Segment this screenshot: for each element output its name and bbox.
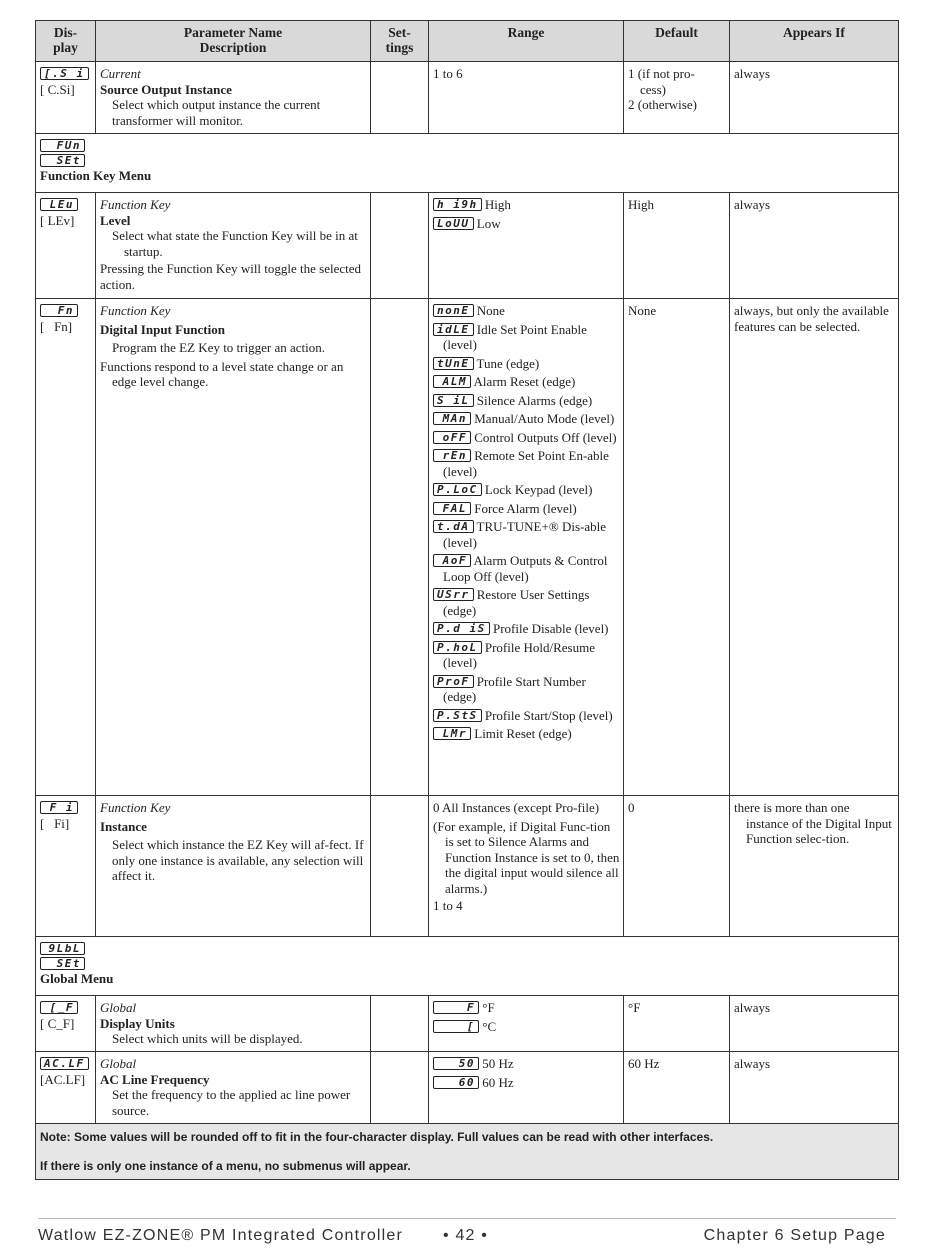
range-option-label: Tune (edge) xyxy=(476,355,540,371)
range-cell xyxy=(429,1052,624,1124)
table-row xyxy=(36,796,899,937)
default-cell xyxy=(624,193,730,299)
range-option-label: None xyxy=(476,303,505,318)
parameter-description: Select which instance the EZ Key will af-fect. If only one instance is available, any selection will affect it. xyxy=(112,837,364,883)
parameter-description: Program the EZ Key to trigger an action. xyxy=(112,340,325,355)
parameter-category: Global xyxy=(100,1056,137,1071)
header-parameter: Parameter Name Description xyxy=(96,21,371,62)
lcd-display: MAn xyxy=(433,412,471,425)
parameter-name: Level xyxy=(100,212,131,228)
parameter-description-2: Pressing the Function Key will toggle the selected action. xyxy=(100,261,362,292)
lcd-display: rEn xyxy=(433,449,471,462)
range-cell xyxy=(429,996,624,1052)
default-text: High xyxy=(628,197,654,212)
parameter-name: Source Output Instance xyxy=(100,81,232,97)
table-row xyxy=(36,299,899,796)
appears-if-text: always xyxy=(734,1000,771,1015)
range-option xyxy=(433,430,620,446)
range-option-label: Lock Keypad (level) xyxy=(484,482,593,497)
parameter-cell xyxy=(96,996,371,1052)
range-option-label: Alarm Reset (edge) xyxy=(473,374,576,389)
parameter-cell xyxy=(96,193,371,299)
lcd-display: S iL xyxy=(433,394,474,407)
range-option xyxy=(433,448,620,479)
display-code: [ Fn] xyxy=(40,318,73,334)
menu-title: Function Key Menu xyxy=(40,168,152,183)
lcd-display: AC.LF xyxy=(40,1057,89,1070)
display-cell xyxy=(36,62,96,134)
range-option: h i9h High xyxy=(433,197,620,213)
display-cell xyxy=(36,796,96,937)
range-option-label: Alarm Outputs & Control Loop Off (level) xyxy=(443,553,608,584)
lcd-display: LMr xyxy=(433,727,471,740)
lcd-display: P.d iS xyxy=(433,622,490,635)
lcd-display: AoF xyxy=(433,554,471,567)
lcd-display: h i9h xyxy=(433,198,482,211)
range-text: 0 All Instances (except Pro-file) xyxy=(433,800,600,815)
range-option-label: Manual/Auto Mode (level) xyxy=(474,411,615,426)
table-header-row xyxy=(36,21,899,62)
parameter-name: Digital Input Function xyxy=(100,321,225,337)
range-option xyxy=(433,640,620,671)
appears-if-cell xyxy=(730,193,899,299)
range-option-label: Profile Start/Stop (level) xyxy=(484,707,613,723)
range-option xyxy=(433,553,620,584)
default-text: 60 Hz xyxy=(628,1056,660,1071)
range-option xyxy=(433,674,620,705)
parameter-category: Function Key xyxy=(100,197,171,212)
lcd-display: SEt xyxy=(40,957,85,970)
lcd-display: FAL xyxy=(433,502,471,515)
table-row xyxy=(36,1052,899,1124)
lcd-display: ProF xyxy=(433,675,474,688)
lcd-display: P.StS xyxy=(433,709,482,722)
range-option-label: Profile Disable (level) xyxy=(493,621,609,636)
default-text-2: 2 (otherwise) xyxy=(628,97,697,112)
settings-cell xyxy=(371,299,429,796)
range-option xyxy=(433,322,620,353)
table-row xyxy=(36,996,899,1052)
settings-cell xyxy=(371,796,429,937)
display-cell xyxy=(36,1052,96,1124)
default-cell xyxy=(624,1052,730,1124)
table-row xyxy=(36,62,899,134)
appears-if-cell xyxy=(730,996,899,1052)
header-settings: Set- tings xyxy=(371,21,429,62)
range-option: 60 60 Hz xyxy=(433,1075,620,1091)
appears-if-cell xyxy=(730,62,899,134)
range-option: F °F xyxy=(433,1000,620,1016)
parameter-description: Select what state the Function Key will be in at startup. xyxy=(112,228,358,259)
table-row xyxy=(36,193,899,299)
appears-if-text: always xyxy=(734,66,771,81)
display-cell xyxy=(36,193,96,299)
default-cell xyxy=(624,796,730,937)
lcd-display: 9LbL xyxy=(40,942,85,955)
default-cell xyxy=(624,996,730,1052)
range-cell xyxy=(429,796,624,937)
parameter-description: Set the frequency to the applied ac line power source. xyxy=(112,1087,351,1118)
range-option xyxy=(433,374,620,390)
appears-if-text: always, but only the available features can be selected. xyxy=(734,303,889,334)
lcd-display: P.hoL xyxy=(433,641,482,654)
header-default: Default xyxy=(624,21,730,62)
range-option: 50 50 Hz xyxy=(433,1056,620,1072)
display-code: [ Fi] xyxy=(40,815,70,831)
parameter-category: Current xyxy=(100,66,141,81)
note-text-2: If there is only one instance of a menu, no submenus will appear. xyxy=(40,1159,411,1173)
note-cell xyxy=(36,1124,899,1180)
menu-title: Global Menu xyxy=(40,971,114,986)
parameter-category: Global xyxy=(100,1000,137,1015)
header-appears-if: Appears If xyxy=(730,21,899,62)
lcd-display: LoUU xyxy=(433,217,474,230)
parameter-description: Select which units will be displayed. xyxy=(112,1031,303,1046)
footer-product: Watlow EZ-ZONE® PM Integrated Controller xyxy=(38,1227,404,1244)
settings-cell xyxy=(371,996,429,1052)
lcd-display: P.LoC xyxy=(433,483,482,496)
note-row xyxy=(36,1124,899,1180)
parameter-cell xyxy=(96,796,371,937)
range-option xyxy=(433,411,620,427)
range-option xyxy=(433,303,620,319)
lcd-display: [ xyxy=(433,1020,479,1033)
header-display: Dis- play xyxy=(36,21,96,62)
footer-chapter: Chapter 6 Setup Page xyxy=(703,1227,886,1244)
range-option-label: Force Alarm (level) xyxy=(474,500,577,516)
appears-if-text: always xyxy=(734,1056,771,1071)
lcd-display: F i xyxy=(40,801,78,814)
parameter-name: AC Line Frequency xyxy=(100,1071,210,1087)
lcd-display: FUn xyxy=(40,139,85,152)
range-option-label: Limit Reset (edge) xyxy=(474,726,572,741)
range-option: [ °C xyxy=(433,1019,620,1035)
settings-cell xyxy=(371,62,429,134)
default-text: None xyxy=(628,303,657,318)
lcd-display: tUnE xyxy=(433,357,474,370)
parameter-name: Instance xyxy=(100,818,147,834)
appears-if-cell xyxy=(730,796,899,937)
lcd-display: oFF xyxy=(433,431,471,444)
default-text: °F xyxy=(628,1000,641,1015)
range-option xyxy=(433,501,620,517)
lcd-display: nonE xyxy=(433,304,474,317)
parameter-cell xyxy=(96,1052,371,1124)
display-code: [AC.LF] xyxy=(40,1071,86,1087)
appears-if-text: there is more than one instance of the Digital Input Function selec-tion. xyxy=(734,800,892,846)
settings-cell xyxy=(371,193,429,299)
range-text-2: (For example, if Digital Func-tion is set to Silence Alarms and Function Instance is set to 0, then the digital input would silence all alarms.) xyxy=(433,818,620,896)
header-range: Range xyxy=(429,21,624,62)
parameter-category: Function Key xyxy=(100,303,171,318)
range-option-label: Restore User Settings (edge) xyxy=(443,587,590,618)
range-cell xyxy=(429,62,624,134)
lcd-display: 50 xyxy=(433,1057,479,1070)
default-text: 0 xyxy=(628,800,635,815)
settings-cell xyxy=(371,1052,429,1124)
range-option xyxy=(433,356,620,372)
menu-header-row xyxy=(36,134,899,193)
page-footer xyxy=(38,1227,886,1247)
appears-if-cell xyxy=(730,299,899,796)
lcd-display: idLE xyxy=(433,323,474,336)
default-cell xyxy=(624,62,730,134)
range-option-label: Remote Set Point En-able (level) xyxy=(443,448,609,479)
lcd-display: ALM xyxy=(433,375,471,388)
range-option: LoUU Low xyxy=(433,216,620,232)
parameter-description: Select which output instance the current transformer will monitor. xyxy=(112,97,321,128)
lcd-display: [_F xyxy=(40,1001,78,1014)
note-text: Note: Some values will be rounded off to fit in the four-character display. Full values can be read with other interfaces. xyxy=(40,1130,714,1144)
display-code: [ LEv] xyxy=(40,212,75,228)
range-option xyxy=(433,482,620,498)
range-option-label: Control Outputs Off (level) xyxy=(474,429,617,445)
lcd-display: Fn xyxy=(40,304,78,317)
default-text: 1 (if not pro- cess) xyxy=(628,66,695,97)
display-code: [ C.Si] xyxy=(40,81,75,97)
range-option-label: Idle Set Point Enable (level) xyxy=(443,321,587,352)
default-cell xyxy=(624,299,730,796)
display-cell xyxy=(36,996,96,1052)
parameter-table xyxy=(35,20,899,1180)
range-option-label: Silence Alarms (edge) xyxy=(476,392,593,408)
parameter-name: Display Units xyxy=(100,1015,175,1031)
range-option-label: TRU-TUNE+® Dis-able (level) xyxy=(443,519,607,550)
appears-if-text: always xyxy=(734,197,771,212)
lcd-display: [.S i xyxy=(40,67,89,80)
display-code: [ C_F] xyxy=(40,1015,75,1031)
lcd-display: USrr xyxy=(433,588,474,601)
parameter-cell xyxy=(96,299,371,796)
menu-header-row xyxy=(36,937,899,996)
display-cell xyxy=(36,299,96,796)
appears-if-cell xyxy=(730,1052,899,1124)
lcd-display: LEu xyxy=(40,198,78,211)
range-text-3: 1 to 4 xyxy=(433,898,463,913)
range-option-label: Profile Start Number (edge) xyxy=(443,673,586,704)
parameter-cell xyxy=(96,62,371,134)
range-option xyxy=(433,393,620,409)
lcd-display: 60 xyxy=(433,1076,479,1089)
range-option-label: Profile Hold/Resume (level) xyxy=(443,639,596,670)
range-text: 1 to 6 xyxy=(433,66,463,81)
range-option xyxy=(433,621,620,637)
lcd-display: t.dA xyxy=(433,520,474,533)
parameter-category: Function Key xyxy=(100,800,171,815)
menu-header-cell xyxy=(36,134,899,193)
range-option xyxy=(433,587,620,618)
range-option xyxy=(433,519,620,550)
footer-divider xyxy=(38,1218,896,1219)
page-number: • 42 • xyxy=(443,1227,489,1244)
lcd-display: F xyxy=(433,1001,479,1014)
range-cell xyxy=(429,193,624,299)
menu-header-cell xyxy=(36,937,899,996)
range-option xyxy=(433,726,620,742)
range-cell xyxy=(429,299,624,796)
parameter-description-2: Functions respond to a level state change or an edge level change. xyxy=(100,358,344,389)
range-option xyxy=(433,708,620,724)
lcd-display: SEt xyxy=(40,154,85,167)
